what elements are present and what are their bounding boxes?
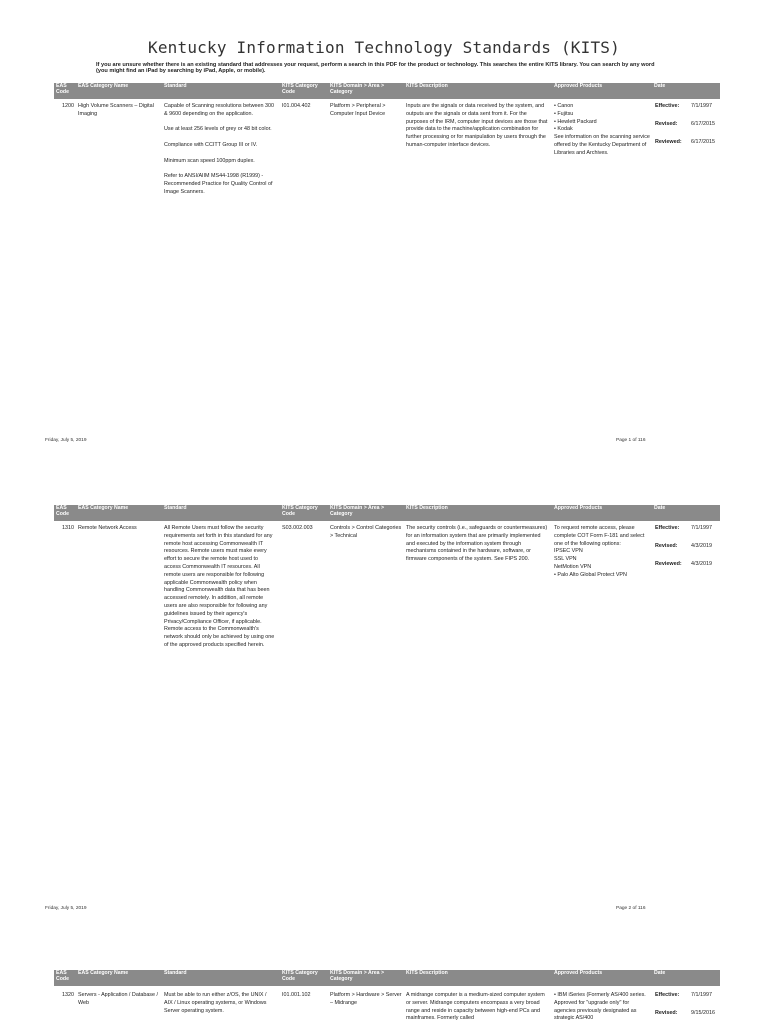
header-kits-domain: KITS Domain > Area > Category xyxy=(330,970,385,982)
footer-page-number: Page 1 of 116 xyxy=(616,438,646,443)
footer-page-number: Page 2 of 116 xyxy=(616,906,646,911)
header-kits-description: KITS Description xyxy=(406,505,448,511)
eas-code: 1200 xyxy=(62,103,74,109)
standard-text xyxy=(164,992,276,1015)
approved-product: • Kodak xyxy=(554,126,573,133)
date-value: 4/3/2019 xyxy=(691,543,712,549)
kits-description: Inputs are the signals or data received by the system, and outputs are the signals or data sent from it. For the purposes of the IRM, computer input devices are those that provide data to the machine/application combination for further processing or for manipulation by users through the human-computer interface devices. xyxy=(406,103,548,148)
eas-category-name: Remote Network Access xyxy=(78,525,137,531)
date-value: 4/3/2019 xyxy=(691,561,712,567)
date-label: Effective: xyxy=(655,103,680,109)
kits-domain: Platform > Hardware > Server – Midrange xyxy=(330,992,402,1006)
approved-product: NetMotion VPN xyxy=(554,563,592,570)
footer-date: Friday, July 5, 2019 xyxy=(45,438,87,443)
kits-domain: Platform > Peripheral > Computer Input Device xyxy=(330,103,386,117)
intro-text: If you are unsure whether there is an existing standard that addresses your request, perform a search in this PDF for the product or technology. This searches the entire KITS library. You can search by any word (you might find an iPad by searching by iPad, Apple, or mobile). xyxy=(96,62,655,75)
header-approved-products: Approved Products xyxy=(554,970,603,976)
eas-code: 1320 xyxy=(62,992,74,998)
header-kits-category-code: KITS Category Code xyxy=(282,970,318,982)
document-title: Kentucky Information Technology Standards (KITS) xyxy=(148,38,620,57)
date-label: Reviewed: xyxy=(655,139,682,145)
approved-product: • Fujitsu xyxy=(554,110,574,117)
header-approved-products: Approved Products xyxy=(554,83,603,89)
standard-paragraph: Capable of Scanning resolutions between 300 & 9600 depending on the application. xyxy=(164,103,274,117)
date-value: 7/1/1997 xyxy=(691,103,712,109)
approved-products xyxy=(554,525,650,580)
header-date: Date xyxy=(654,83,666,89)
approved-product: SSL VPN xyxy=(554,556,577,563)
standard-paragraph: Refer to ANSI/AIIM MS44-1998 (R1999) - Recommended Practice for Quality Control of Image Scanners. xyxy=(164,173,273,195)
eas-category-name: High Volume Scanners – Digital Imaging xyxy=(78,103,154,117)
approved-products xyxy=(554,992,650,1023)
date-label: Effective: xyxy=(655,525,680,531)
approved-product: • Palo Alto Global Protect VPN xyxy=(554,571,627,578)
header-eas-code: EAS Code xyxy=(56,505,69,517)
date-label: Effective: xyxy=(655,992,680,998)
header-date: Date xyxy=(654,970,666,976)
date-label: Revised: xyxy=(655,543,678,549)
header-approved-products: Approved Products xyxy=(554,505,603,511)
page-3 xyxy=(54,970,720,1024)
header-standard: Standard xyxy=(164,83,187,89)
standard-text xyxy=(164,103,276,197)
header-standard: Standard xyxy=(164,505,187,511)
approved-product: • IBM iSeries (Formerly AS/400 series. Approved for "upgrade only" for agencies previously designated as strategic AS/400 xyxy=(554,992,646,1022)
date-value: 6/17/2015 xyxy=(691,121,715,127)
standard-text xyxy=(164,525,276,650)
kits-category-code: I01.001.102 xyxy=(282,992,311,998)
date-label: Reviewed: xyxy=(655,561,682,567)
header-kits-category-code: KITS Category Code xyxy=(282,83,318,95)
kits-description: The security controls (i.e., safeguards or countermeasures) for an information system that are primarily implemented and executed by the information system through mechanisms contained in the hardware, software, or firmware components of the system. See FIPS 200. xyxy=(406,525,548,563)
date-value: 7/1/1997 xyxy=(691,525,712,531)
kits-category-code: S03.002.003 xyxy=(282,525,313,531)
header-eas-code: EAS Code xyxy=(56,970,69,982)
header-kits-domain: KITS Domain > Area > Category xyxy=(330,505,385,517)
approved-product: IPSEC VPN xyxy=(554,548,583,555)
date-value: 6/17/2015 xyxy=(691,139,715,145)
standard-paragraph: Compliance with CCITT Group III or IV. xyxy=(164,141,258,148)
approved-product: • Canon xyxy=(554,103,574,109)
approved-product: To request remote access, please complete COT Form F-181 and select one of the following options: xyxy=(554,525,645,547)
header-eas-code: EAS Code xyxy=(56,83,69,95)
standard-paragraph: Must be able to run either z/OS, the UNIX / AIX / Linux operating systems, or Windows Server operating system. xyxy=(164,992,267,1014)
header-kits-description: KITS Description xyxy=(406,970,448,976)
approved-product: See information on the scanning service offered by the Kentucky Department of Libraries and Archives. xyxy=(554,134,650,156)
eas-code: 1310 xyxy=(62,525,74,531)
standard-paragraph: All Remote Users must follow the security requirements set forth in this standard for any remote host accessing Commonwealth IT resources. Remote users must make every effort to secure the remote host used to access Commonwealth IT resources. All remote users are responsible for following applicable Commonwealth policy when handling Commonwealth data that has been accessed remotely. In addition, all remote users are also responsible for following any guidelines issued by their agency's Privacy/Compliance Officer, if applicable. Remote access to the Commonwealth's network should only be achieved by using one of the approved products specified herein. xyxy=(164,525,275,648)
header-kits-description: KITS Description xyxy=(406,83,448,89)
kits-category-code: I01.004.402 xyxy=(282,103,311,109)
kits-description: A midrange computer is a medium-sized computer system or server. Midrange computers encompass a very broad range and reside in capacity between high-end PCs and mainframes. Formerly called xyxy=(406,992,545,1022)
header-eas-category-name: EAS Category Name xyxy=(78,970,129,976)
footer-date: Friday, July 5, 2019 xyxy=(45,906,87,911)
standard-paragraph: Minimum scan speed 100ppm duplex. xyxy=(164,157,255,164)
header-eas-category-name: EAS Category Name xyxy=(78,83,129,89)
date-label: Revised: xyxy=(655,1010,678,1016)
header-kits-domain: KITS Domain > Area > Category xyxy=(330,83,385,95)
date-label: Revised: xyxy=(655,121,678,127)
header-date: Date xyxy=(654,505,666,511)
table-header xyxy=(54,505,720,521)
header-eas-category-name: EAS Category Name xyxy=(78,505,129,511)
approved-product: • Hewlett Packard xyxy=(554,118,597,125)
header-standard: Standard xyxy=(164,970,187,976)
page-1 xyxy=(54,83,720,443)
table-header xyxy=(54,970,720,986)
eas-category-name: Servers - Application / Database / Web xyxy=(78,992,159,1006)
kits-domain: Controls > Control Categories > Technical xyxy=(330,525,402,539)
table-header xyxy=(54,83,720,99)
standard-paragraph: Use at least 256 levels of grey or 48 bit color. xyxy=(164,126,272,133)
date-value: 9/15/2016 xyxy=(691,1010,715,1016)
header-kits-category-code: KITS Category Code xyxy=(282,505,318,517)
page-2 xyxy=(54,505,720,905)
date-value: 7/1/1997 xyxy=(691,992,712,998)
approved-products xyxy=(554,103,650,158)
